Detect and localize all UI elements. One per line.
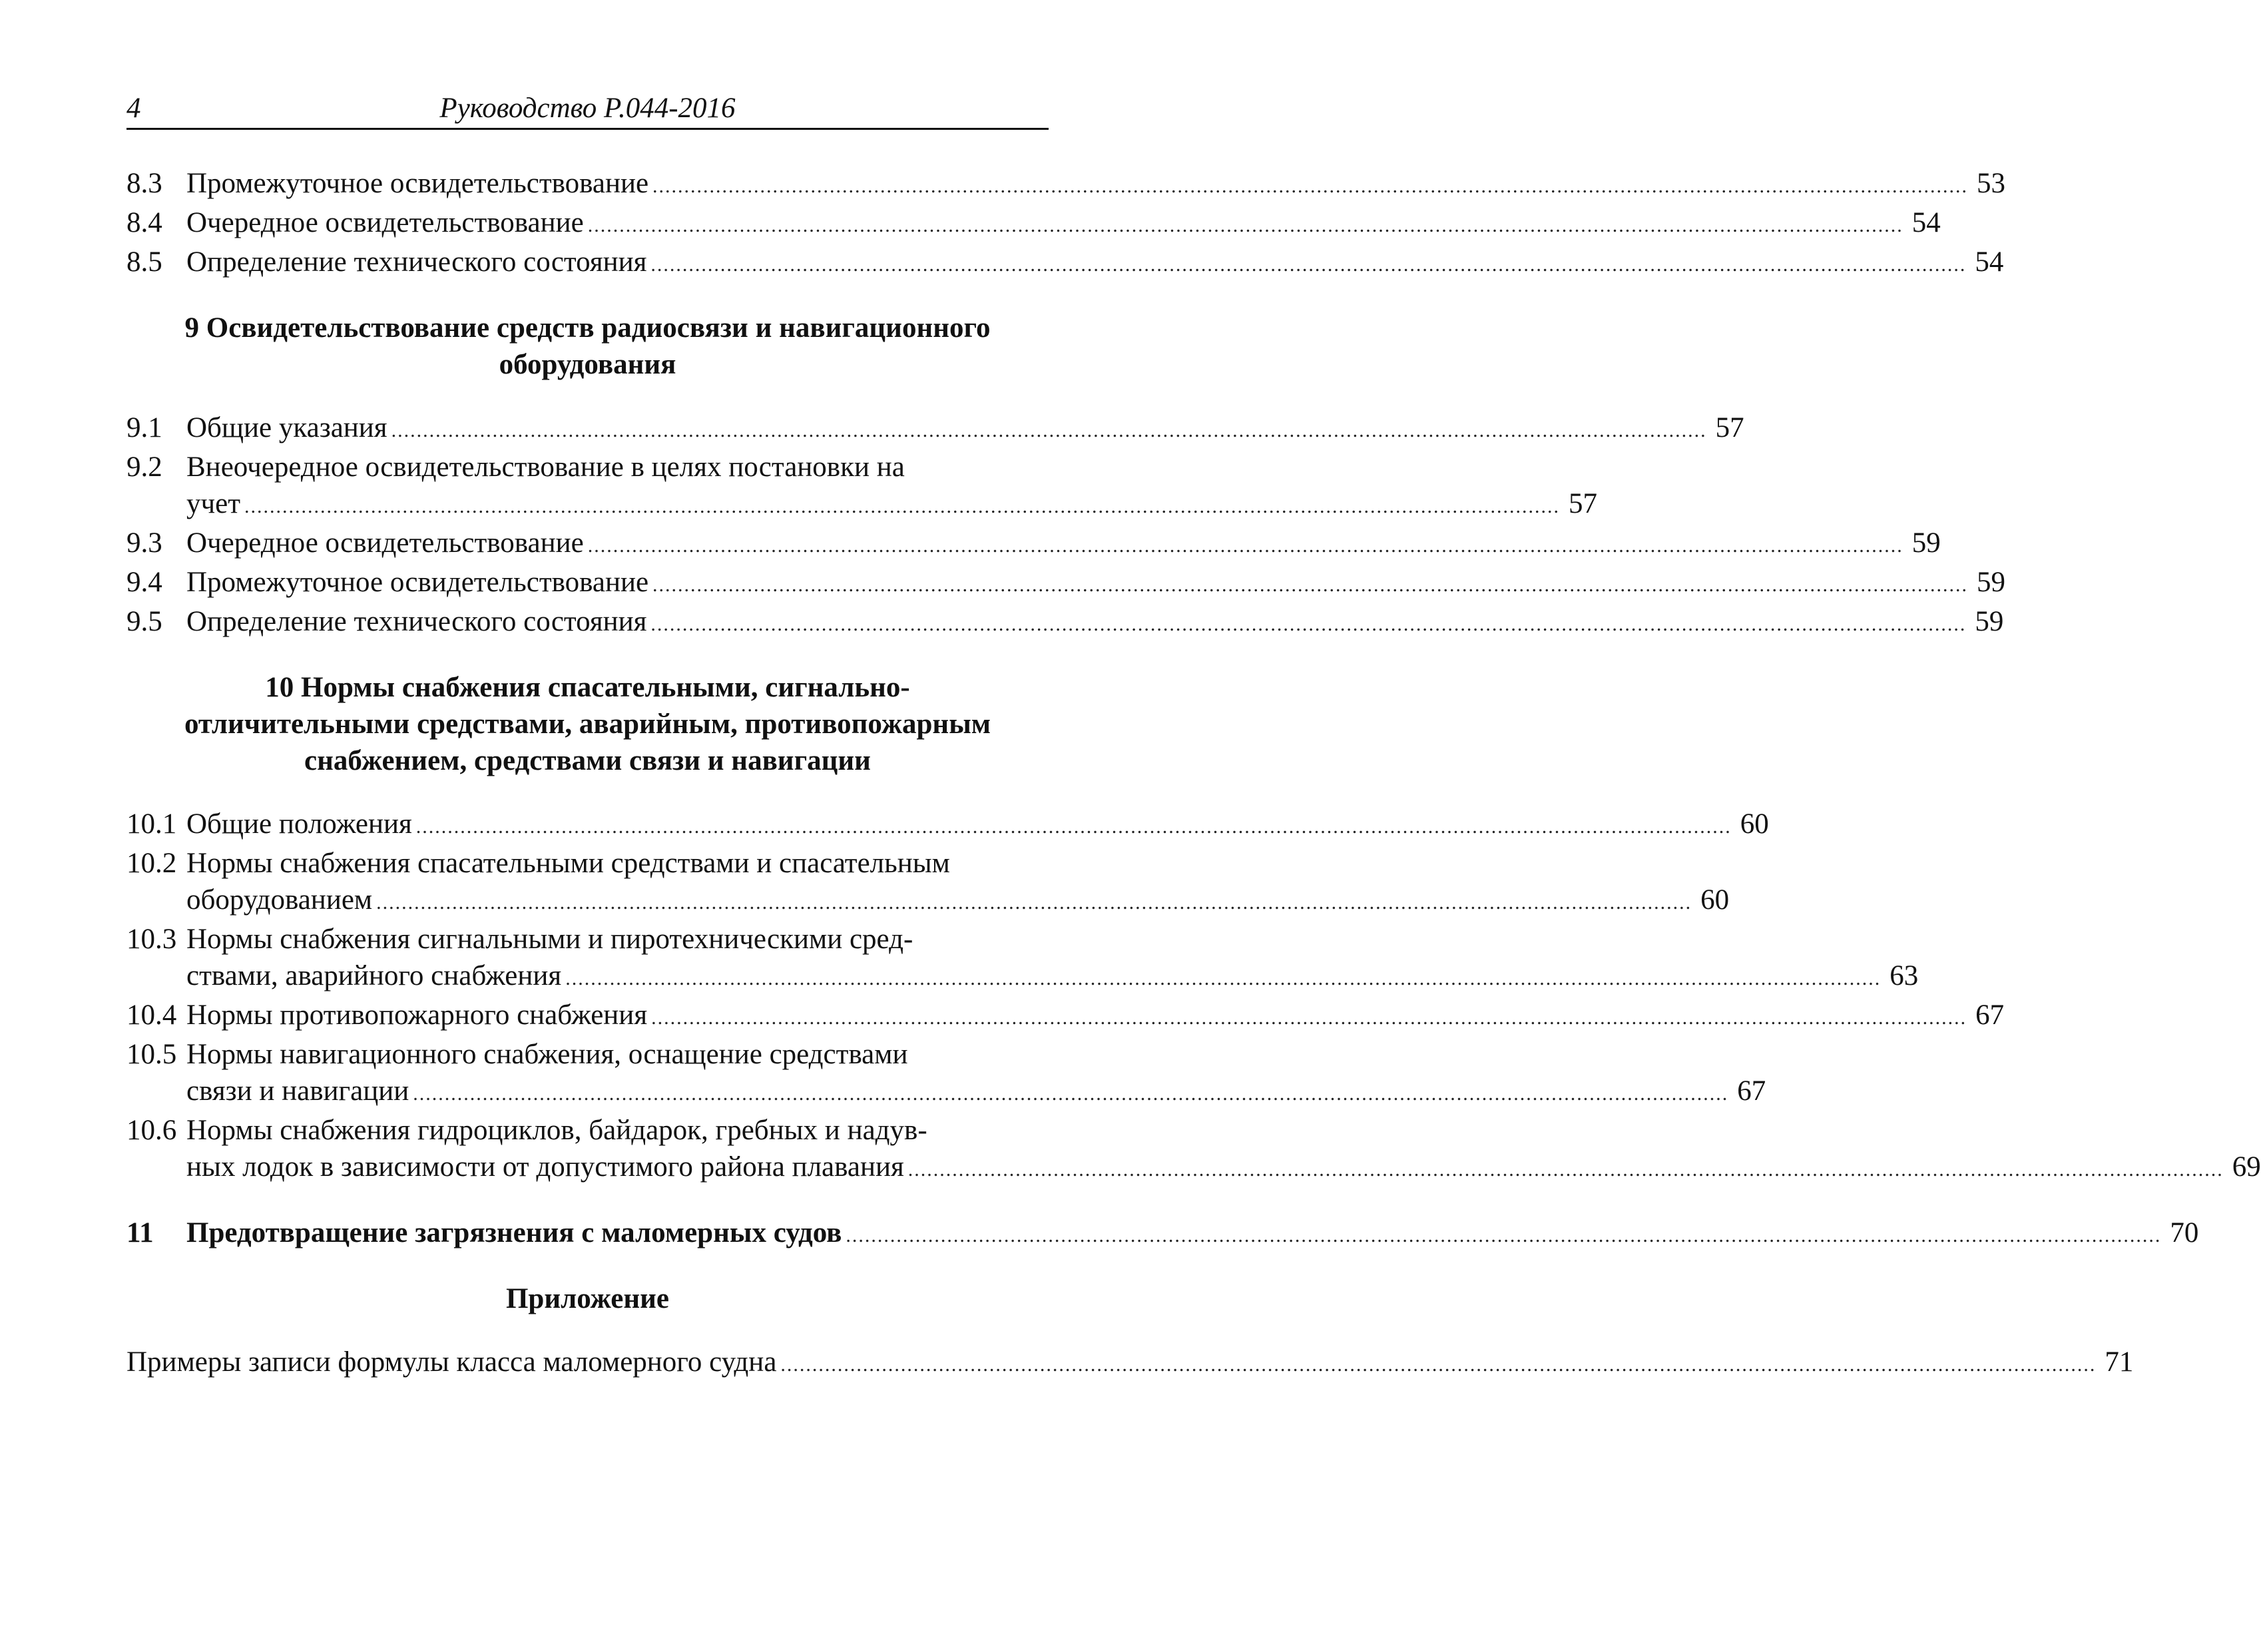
toc-entry-10-4[interactable]: [126, 997, 2005, 1036]
table-of-contents: [126, 165, 2261, 1383]
entry-title: ствами, аварийного снабжения: [186, 960, 562, 991]
entry-number: 9.4: [126, 567, 162, 598]
entry-page: 70: [2170, 1217, 2199, 1248]
entry-number: 10.4: [126, 999, 177, 1031]
entry-title: Общие положения: [186, 808, 412, 840]
entry-page: 71: [2105, 1346, 2134, 1378]
running-header: [126, 92, 1049, 130]
heading-line: оборудования: [499, 349, 676, 380]
entry-title: Нормы противопожарного снабжения: [186, 999, 648, 1031]
entry-number: 10.3: [126, 924, 177, 955]
toc-entry-9-2[interactable]: [126, 449, 1598, 525]
entry-number: 9.3: [126, 527, 162, 559]
entry-title-line: Нормы снабжения гидроциклов, байдарок, гребных и надув-: [186, 1115, 927, 1146]
heading-line: 9 Освидетельствование средств радиосвязи и навигационного: [184, 312, 991, 344]
toc-entry-8-5[interactable]: [126, 244, 2004, 283]
entry-title: Промежуточное освидетельствование: [186, 168, 649, 199]
appendix-heading: Приложение: [505, 1283, 670, 1314]
entry-number: 9.1: [126, 412, 162, 443]
entry-title: Определение технического состояния: [186, 246, 647, 278]
dot-leader: [651, 999, 1967, 1036]
entry-page: 59: [1977, 567, 2006, 598]
entry-title: Промежуточное освидетельствование: [186, 567, 649, 598]
dot-leader: [588, 527, 1903, 564]
toc-entry-10-3[interactable]: [126, 921, 1919, 997]
entry-number: 10.6: [126, 1115, 177, 1146]
entry-page: 60: [1700, 884, 1730, 916]
dot-leader: [780, 1346, 2096, 1383]
entry-title-line: Внеочередное освидетельствование в целях постановки на: [186, 451, 905, 483]
heading-line: отличительными средствами, аварийным, противопожарным: [184, 708, 991, 740]
toc-entry-10-2[interactable]: [126, 845, 1730, 921]
entry-title: связи и навигации: [186, 1075, 409, 1107]
dot-leader: [413, 1075, 1728, 1112]
entry-title-line: Нормы снабжения сигнальными и пиротехническими сред-: [186, 924, 913, 955]
toc-entry-9-3[interactable]: [126, 525, 1941, 564]
document-title: Руководство Р.044-2016: [439, 93, 736, 124]
toc-entry-9-1[interactable]: [126, 410, 1744, 449]
toc-entry-10-5[interactable]: [126, 1036, 1766, 1112]
entry-page: 54: [1911, 207, 1941, 238]
dot-leader: [650, 606, 1966, 643]
entry-page: 57: [1569, 488, 1598, 519]
entry-page: 60: [1740, 808, 1769, 840]
heading-line: снабжением, средствами связи и навигации: [304, 745, 871, 776]
dot-leader: [244, 488, 1560, 525]
section-heading-10: [126, 669, 1049, 779]
entry-page: 63: [1889, 960, 1919, 991]
entry-title: Определение технического состояния: [186, 606, 647, 637]
entry-number: 10.5: [126, 1039, 177, 1070]
toc-entry-10-6[interactable]: [126, 1112, 2261, 1188]
entry-title-line: Нормы снабжения спасательными средствами и спасательным: [186, 848, 950, 879]
section-heading-9: [126, 310, 1049, 383]
toc-entry-appendix[interactable]: [126, 1344, 2134, 1383]
entry-number: 8.3: [126, 168, 162, 199]
entry-page: 59: [1911, 527, 1941, 559]
entry-number: 9.5: [126, 606, 162, 637]
entry-number: 8.5: [126, 246, 162, 278]
entry-title: Общие указания: [186, 412, 387, 443]
entry-number: 9.2: [126, 451, 162, 483]
dot-leader: [391, 412, 1707, 449]
entry-title: Очередное освидетельствование: [186, 207, 584, 238]
entry-title: оборудованием: [186, 884, 373, 916]
entry-page: 53: [1977, 168, 2006, 199]
entry-title: Очередное освидетельствование: [186, 527, 584, 559]
entry-title: Предотвращение загрязнения с маломерных судов: [186, 1217, 842, 1248]
entry-title: учет: [186, 488, 241, 519]
entry-number: 8.4: [126, 207, 162, 238]
entry-title: Примеры записи формулы класса маломерного судна: [126, 1346, 777, 1378]
entry-page: 57: [1715, 412, 1744, 443]
toc-entry-9-4[interactable]: [126, 564, 2006, 603]
toc-entry-10-1[interactable]: [126, 806, 1769, 845]
toc-entry-11[interactable]: [126, 1215, 2199, 1254]
dot-leader: [588, 207, 1903, 244]
spacer: [126, 1188, 1049, 1215]
dot-leader: [652, 567, 1968, 603]
dot-leader: [908, 1151, 2224, 1188]
entry-page: 67: [1737, 1075, 1766, 1107]
entry-number: 11: [126, 1217, 154, 1248]
toc-entry-8-3[interactable]: [126, 165, 2006, 204]
dot-leader: [376, 884, 1692, 921]
dot-leader: [416, 808, 1732, 845]
toc-entry-8-4[interactable]: [126, 204, 1941, 244]
entry-page: 67: [1975, 999, 2005, 1031]
dot-leader: [650, 246, 1966, 283]
entry-page: 59: [1975, 606, 2004, 637]
toc-entry-9-5[interactable]: [126, 603, 2004, 643]
page-number: 4: [126, 93, 141, 124]
heading-line: 10 Нормы снабжения спасательными, сигнально-: [265, 672, 910, 703]
entry-number: 10.1: [126, 808, 177, 840]
dot-leader: [652, 168, 1968, 204]
entry-number: 10.2: [126, 848, 177, 879]
entry-page: 69: [2232, 1151, 2261, 1183]
dot-leader: [846, 1217, 2161, 1254]
entry-title-line: Нормы навигационного снабжения, оснащение средствами: [186, 1039, 908, 1070]
dot-leader: [565, 960, 1881, 997]
entry-title: ных лодок в зависимости от допустимого района плавания: [186, 1151, 904, 1183]
entry-page: 54: [1975, 246, 2004, 278]
